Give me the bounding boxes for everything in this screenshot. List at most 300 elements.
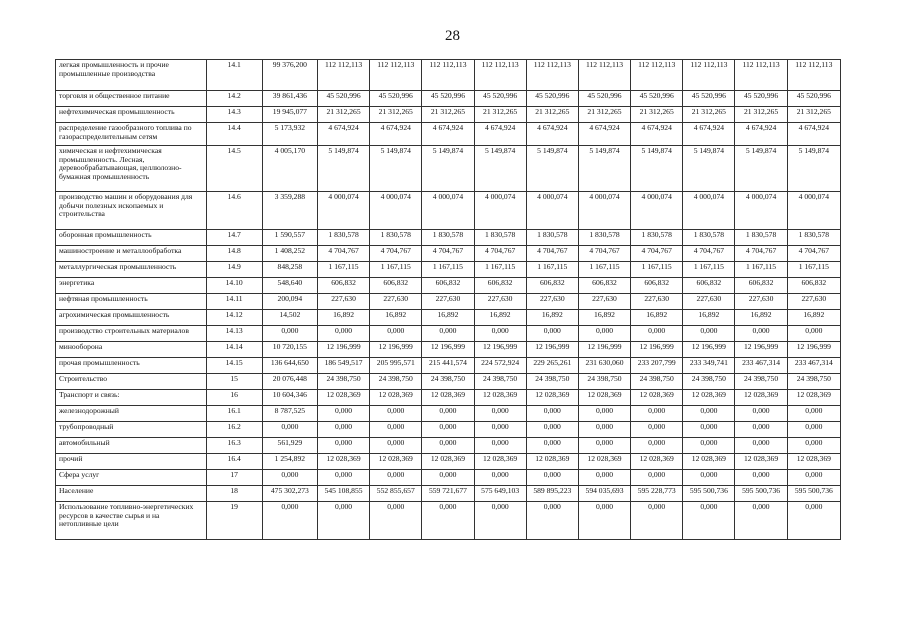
row-name-cell: железнодорожный: [56, 406, 207, 422]
value-cell: 4 005,170: [262, 146, 317, 192]
value-cell: 215 441,574: [422, 358, 474, 374]
value-cell: 4 704,767: [422, 246, 474, 262]
value-cell: 606,832: [578, 278, 630, 294]
row-code-cell: 16.4: [206, 454, 262, 470]
value-cell: 12 196,999: [422, 342, 474, 358]
value-cell: 112 112,113: [422, 60, 474, 91]
table-row: [56, 146, 841, 192]
value-cell: 594 035,693: [578, 486, 630, 502]
value-cell: 21 312,265: [317, 107, 369, 123]
value-cell: 0,000: [317, 406, 369, 422]
value-cell: 606,832: [474, 278, 526, 294]
value-cell: 0,000: [683, 422, 735, 438]
value-cell: 4 000,074: [474, 192, 526, 230]
value-cell: 200,094: [262, 294, 317, 310]
value-cell: 112 112,113: [317, 60, 369, 91]
value-cell: 16,892: [787, 310, 840, 326]
row-code-cell: 14.5: [206, 146, 262, 192]
value-cell: 233 349,741: [683, 358, 735, 374]
table-row: [56, 406, 841, 422]
value-cell: 19 945,077: [262, 107, 317, 123]
value-cell: 0,000: [422, 502, 474, 540]
value-cell: 12 196,999: [474, 342, 526, 358]
value-cell: 475 302,273: [262, 486, 317, 502]
value-cell: 4 674,924: [526, 123, 578, 146]
value-cell: 0,000: [787, 422, 840, 438]
value-cell: 112 112,113: [578, 60, 630, 91]
value-cell: 0,000: [735, 470, 787, 486]
value-cell: 1 167,115: [317, 262, 369, 278]
value-cell: 0,000: [735, 438, 787, 454]
value-cell: 21 312,265: [474, 107, 526, 123]
row-code-cell: 14.15: [206, 358, 262, 374]
value-cell: 4 000,074: [631, 192, 683, 230]
value-cell: 227,630: [683, 294, 735, 310]
value-cell: 21 312,265: [370, 107, 422, 123]
value-cell: 0,000: [370, 422, 422, 438]
value-cell: 12 028,369: [631, 390, 683, 406]
value-cell: 4 704,767: [474, 246, 526, 262]
row-name-cell: Использование топливно-энергетических ресурсов в качестве сырья и на нетопливные цели: [56, 502, 207, 540]
value-cell: 0,000: [578, 502, 630, 540]
value-cell: 5 149,874: [370, 146, 422, 192]
value-cell: 12 196,999: [578, 342, 630, 358]
value-cell: 548,640: [262, 278, 317, 294]
row-code-cell: 16.2: [206, 422, 262, 438]
value-cell: 12 028,369: [526, 454, 578, 470]
value-cell: 4 000,074: [317, 192, 369, 230]
value-cell: 227,630: [317, 294, 369, 310]
value-cell: 5 149,874: [735, 146, 787, 192]
value-cell: 1 254,892: [262, 454, 317, 470]
value-cell: 545 108,855: [317, 486, 369, 502]
value-cell: 595 228,773: [631, 486, 683, 502]
value-cell: 0,000: [631, 406, 683, 422]
value-cell: 16,892: [422, 310, 474, 326]
value-cell: 24 398,750: [578, 374, 630, 390]
value-cell: 24 398,750: [422, 374, 474, 390]
table-body: [56, 60, 841, 540]
value-cell: 0,000: [787, 470, 840, 486]
value-cell: 12 028,369: [370, 390, 422, 406]
value-cell: 21 312,265: [787, 107, 840, 123]
row-code-cell: 14.9: [206, 262, 262, 278]
value-cell: 0,000: [422, 470, 474, 486]
value-cell: 4 674,924: [422, 123, 474, 146]
value-cell: 0,000: [683, 470, 735, 486]
value-cell: 4 000,074: [683, 192, 735, 230]
row-code-cell: 14.7: [206, 230, 262, 246]
row-code-cell: 14.1: [206, 60, 262, 91]
value-cell: 12 196,999: [317, 342, 369, 358]
value-cell: 0,000: [370, 470, 422, 486]
table-row: [56, 60, 841, 91]
value-cell: 0,000: [787, 438, 840, 454]
value-cell: 589 895,223: [526, 486, 578, 502]
row-code-cell: 19: [206, 502, 262, 540]
value-cell: 0,000: [631, 470, 683, 486]
value-cell: 12 028,369: [422, 454, 474, 470]
table-row: [56, 358, 841, 374]
row-code-cell: 16.1: [206, 406, 262, 422]
row-code-cell: 14.13: [206, 326, 262, 342]
value-cell: 0,000: [262, 470, 317, 486]
row-name-cell: распределение газообразного топлива по газораспределительным сетям: [56, 123, 207, 146]
row-code-cell: 14.3: [206, 107, 262, 123]
value-cell: 45 520,996: [370, 91, 422, 107]
value-cell: 112 112,113: [474, 60, 526, 91]
value-cell: 1 830,578: [370, 230, 422, 246]
value-cell: 10 604,346: [262, 390, 317, 406]
value-cell: 0,000: [422, 438, 474, 454]
value-cell: 12 196,999: [787, 342, 840, 358]
row-code-cell: 14.10: [206, 278, 262, 294]
value-cell: 1 167,115: [683, 262, 735, 278]
value-cell: 12 028,369: [422, 390, 474, 406]
value-cell: 16,892: [683, 310, 735, 326]
row-code-cell: 15: [206, 374, 262, 390]
value-cell: 14,502: [262, 310, 317, 326]
value-cell: 0,000: [317, 502, 369, 540]
value-cell: 1 830,578: [317, 230, 369, 246]
value-cell: 606,832: [370, 278, 422, 294]
value-cell: 0,000: [787, 406, 840, 422]
value-cell: 4 674,924: [474, 123, 526, 146]
value-cell: 45 520,996: [683, 91, 735, 107]
value-cell: 0,000: [631, 438, 683, 454]
value-cell: 12 028,369: [787, 390, 840, 406]
value-cell: 10 720,155: [262, 342, 317, 358]
table-row: [56, 326, 841, 342]
value-cell: 12 028,369: [474, 390, 526, 406]
value-cell: 12 028,369: [578, 454, 630, 470]
value-cell: 16,892: [735, 310, 787, 326]
row-code-cell: 14.6: [206, 192, 262, 230]
value-cell: 1 830,578: [631, 230, 683, 246]
value-cell: 0,000: [526, 422, 578, 438]
value-cell: 4 704,767: [370, 246, 422, 262]
row-name-cell: машиностроение и металлообработка: [56, 246, 207, 262]
value-cell: 0,000: [631, 326, 683, 342]
value-cell: 0,000: [317, 422, 369, 438]
value-cell: 112 112,113: [735, 60, 787, 91]
value-cell: 112 112,113: [683, 60, 735, 91]
value-cell: 24 398,750: [474, 374, 526, 390]
value-cell: 606,832: [683, 278, 735, 294]
row-name-cell: энергетика: [56, 278, 207, 294]
value-cell: 4 704,767: [578, 246, 630, 262]
value-cell: 0,000: [683, 326, 735, 342]
value-cell: 0,000: [474, 326, 526, 342]
value-cell: 0,000: [317, 438, 369, 454]
value-cell: 16,892: [578, 310, 630, 326]
value-cell: 0,000: [526, 406, 578, 422]
value-cell: 24 398,750: [370, 374, 422, 390]
table-row: [56, 123, 841, 146]
value-cell: 39 861,436: [262, 91, 317, 107]
value-cell: 0,000: [262, 326, 317, 342]
value-cell: 24 398,750: [683, 374, 735, 390]
table-row: [56, 107, 841, 123]
value-cell: 233 467,314: [787, 358, 840, 374]
value-cell: 12 028,369: [526, 390, 578, 406]
value-cell: 12 028,369: [683, 390, 735, 406]
row-name-cell: металлургическая промышленность: [56, 262, 207, 278]
value-cell: 0,000: [474, 502, 526, 540]
value-cell: 0,000: [370, 406, 422, 422]
value-cell: 4 674,924: [317, 123, 369, 146]
value-cell: 12 028,369: [631, 454, 683, 470]
value-cell: 21 312,265: [578, 107, 630, 123]
value-cell: 4 704,767: [787, 246, 840, 262]
value-cell: 606,832: [631, 278, 683, 294]
value-cell: 5 149,874: [787, 146, 840, 192]
value-cell: 1 830,578: [578, 230, 630, 246]
value-cell: 16,892: [631, 310, 683, 326]
value-cell: 0,000: [422, 422, 474, 438]
value-cell: 99 376,200: [262, 60, 317, 91]
value-cell: 0,000: [735, 326, 787, 342]
row-code-cell: 17: [206, 470, 262, 486]
table-row: [56, 422, 841, 438]
value-cell: 1 408,252: [262, 246, 317, 262]
value-cell: 45 520,996: [474, 91, 526, 107]
value-cell: 4 674,924: [370, 123, 422, 146]
value-cell: 12 028,369: [474, 454, 526, 470]
row-name-cell: Строительство: [56, 374, 207, 390]
value-cell: 0,000: [317, 326, 369, 342]
value-cell: 606,832: [526, 278, 578, 294]
row-code-cell: 16.3: [206, 438, 262, 454]
value-cell: 4 674,924: [735, 123, 787, 146]
table-row: [56, 91, 841, 107]
value-cell: 5 149,874: [474, 146, 526, 192]
row-code-cell: 14.4: [206, 123, 262, 146]
value-cell: 0,000: [370, 502, 422, 540]
value-cell: 45 520,996: [578, 91, 630, 107]
value-cell: 4 000,074: [735, 192, 787, 230]
value-cell: 5 149,874: [317, 146, 369, 192]
value-cell: 21 312,265: [683, 107, 735, 123]
value-cell: 0,000: [735, 422, 787, 438]
value-cell: 112 112,113: [631, 60, 683, 91]
row-name-cell: химическая и нефтехимическая промышленность. Лесная, деревообрабатывающая, целлюлозно-бумажная промышленность: [56, 146, 207, 192]
value-cell: 0,000: [526, 470, 578, 486]
value-cell: 575 649,103: [474, 486, 526, 502]
row-name-cell: трубопроводный: [56, 422, 207, 438]
value-cell: 5 149,874: [631, 146, 683, 192]
page-number: 28: [445, 28, 460, 44]
row-name-cell: нефтехимическая промышленность: [56, 107, 207, 123]
value-cell: 12 028,369: [317, 390, 369, 406]
value-cell: 1 590,557: [262, 230, 317, 246]
value-cell: 4 704,767: [317, 246, 369, 262]
value-cell: 4 704,767: [526, 246, 578, 262]
value-cell: 1 167,115: [735, 262, 787, 278]
value-cell: 0,000: [683, 406, 735, 422]
value-cell: 561,929: [262, 438, 317, 454]
value-cell: 24 398,750: [631, 374, 683, 390]
value-cell: 1 830,578: [526, 230, 578, 246]
value-cell: 12 028,369: [317, 454, 369, 470]
table-row: [56, 374, 841, 390]
value-cell: 227,630: [787, 294, 840, 310]
value-cell: 3 359,288: [262, 192, 317, 230]
value-cell: 1 167,115: [787, 262, 840, 278]
value-cell: 606,832: [422, 278, 474, 294]
value-cell: 20 076,448: [262, 374, 317, 390]
value-cell: 4 704,767: [735, 246, 787, 262]
value-cell: 0,000: [474, 422, 526, 438]
table-row: [56, 246, 841, 262]
value-cell: 0,000: [787, 502, 840, 540]
value-cell: 12 028,369: [735, 390, 787, 406]
value-cell: 45 520,996: [735, 91, 787, 107]
table-row: [56, 278, 841, 294]
value-cell: 1 167,115: [422, 262, 474, 278]
value-cell: 1 830,578: [735, 230, 787, 246]
value-cell: 112 112,113: [370, 60, 422, 91]
value-cell: 4 674,924: [631, 123, 683, 146]
value-cell: 595 500,736: [735, 486, 787, 502]
value-cell: 1 167,115: [474, 262, 526, 278]
value-cell: 1 830,578: [787, 230, 840, 246]
value-cell: 112 112,113: [526, 60, 578, 91]
value-cell: 1 830,578: [474, 230, 526, 246]
value-cell: 0,000: [735, 406, 787, 422]
value-cell: 4 000,074: [578, 192, 630, 230]
value-cell: 559 721,677: [422, 486, 474, 502]
value-cell: 12 196,999: [631, 342, 683, 358]
value-cell: 205 995,571: [370, 358, 422, 374]
value-cell: 227,630: [735, 294, 787, 310]
table-row: [56, 262, 841, 278]
row-name-cell: торговля и общественное питание: [56, 91, 207, 107]
value-cell: 606,832: [735, 278, 787, 294]
value-cell: 0,000: [683, 502, 735, 540]
row-name-cell: Сфера услуг: [56, 470, 207, 486]
row-name-cell: минооборона: [56, 342, 207, 358]
row-code-cell: 16: [206, 390, 262, 406]
value-cell: 4 000,074: [526, 192, 578, 230]
value-cell: 231 630,060: [578, 358, 630, 374]
value-cell: 21 312,265: [735, 107, 787, 123]
value-cell: 0,000: [787, 326, 840, 342]
value-cell: 0,000: [262, 422, 317, 438]
table-row: [56, 310, 841, 326]
value-cell: 0,000: [631, 502, 683, 540]
value-cell: 0,000: [578, 422, 630, 438]
value-cell: 136 644,650: [262, 358, 317, 374]
value-cell: 595 500,736: [787, 486, 840, 502]
value-cell: 0,000: [578, 326, 630, 342]
value-cell: 0,000: [317, 470, 369, 486]
value-cell: 233 467,314: [735, 358, 787, 374]
value-cell: 12 196,999: [526, 342, 578, 358]
row-name-cell: автомобильный: [56, 438, 207, 454]
value-cell: 1 167,115: [526, 262, 578, 278]
value-cell: 227,630: [370, 294, 422, 310]
table-row: [56, 342, 841, 358]
value-cell: 21 312,265: [631, 107, 683, 123]
value-cell: 45 520,996: [317, 91, 369, 107]
value-cell: 16,892: [474, 310, 526, 326]
value-cell: 0,000: [370, 438, 422, 454]
value-cell: 4 674,924: [578, 123, 630, 146]
table-row: [56, 438, 841, 454]
value-cell: 0,000: [474, 406, 526, 422]
value-cell: 606,832: [787, 278, 840, 294]
value-cell: 1 167,115: [631, 262, 683, 278]
value-cell: 4 000,074: [422, 192, 474, 230]
value-cell: 848,258: [262, 262, 317, 278]
table-row: [56, 502, 841, 540]
value-cell: 5 173,932: [262, 123, 317, 146]
table-row: [56, 230, 841, 246]
value-cell: 0,000: [474, 470, 526, 486]
value-cell: 1 830,578: [422, 230, 474, 246]
value-cell: 0,000: [370, 326, 422, 342]
value-cell: 0,000: [422, 326, 474, 342]
row-code-cell: 14.8: [206, 246, 262, 262]
value-cell: 0,000: [631, 422, 683, 438]
value-cell: 0,000: [578, 470, 630, 486]
row-name-cell: прочий: [56, 454, 207, 470]
row-name-cell: Транспорт и связь:: [56, 390, 207, 406]
row-code-cell: 14.2: [206, 91, 262, 107]
value-cell: 12 028,369: [787, 454, 840, 470]
value-cell: 12 196,999: [735, 342, 787, 358]
value-cell: 4 674,924: [787, 123, 840, 146]
table-row: [56, 470, 841, 486]
row-name-cell: оборонная промышленность: [56, 230, 207, 246]
value-cell: 45 520,996: [422, 91, 474, 107]
row-name-cell: агрохимическая промышленность: [56, 310, 207, 326]
value-cell: 227,630: [526, 294, 578, 310]
value-cell: 12 196,999: [683, 342, 735, 358]
value-cell: 12 028,369: [370, 454, 422, 470]
value-cell: 233 207,799: [631, 358, 683, 374]
value-cell: 552 855,657: [370, 486, 422, 502]
table-row: [56, 294, 841, 310]
value-cell: 16,892: [526, 310, 578, 326]
value-cell: 5 149,874: [422, 146, 474, 192]
value-cell: 0,000: [578, 438, 630, 454]
row-code-cell: 18: [206, 486, 262, 502]
row-name-cell: прочая промышленность: [56, 358, 207, 374]
row-name-cell: легкая промышленность и прочие промышленные производства: [56, 60, 207, 91]
value-cell: 229 265,261: [526, 358, 578, 374]
value-cell: 0,000: [262, 502, 317, 540]
value-cell: 1 830,578: [683, 230, 735, 246]
value-cell: 0,000: [578, 406, 630, 422]
value-cell: 0,000: [683, 438, 735, 454]
value-cell: 227,630: [422, 294, 474, 310]
value-cell: 24 398,750: [317, 374, 369, 390]
table-row: [56, 390, 841, 406]
value-cell: 24 398,750: [735, 374, 787, 390]
value-cell: 16,892: [370, 310, 422, 326]
table-row: [56, 454, 841, 470]
value-cell: 224 572,924: [474, 358, 526, 374]
value-cell: 5 149,874: [526, 146, 578, 192]
table-row: [56, 486, 841, 502]
value-cell: 227,630: [631, 294, 683, 310]
value-cell: 4 000,074: [370, 192, 422, 230]
row-name-cell: Население: [56, 486, 207, 502]
value-cell: 0,000: [735, 502, 787, 540]
value-cell: 45 520,996: [631, 91, 683, 107]
